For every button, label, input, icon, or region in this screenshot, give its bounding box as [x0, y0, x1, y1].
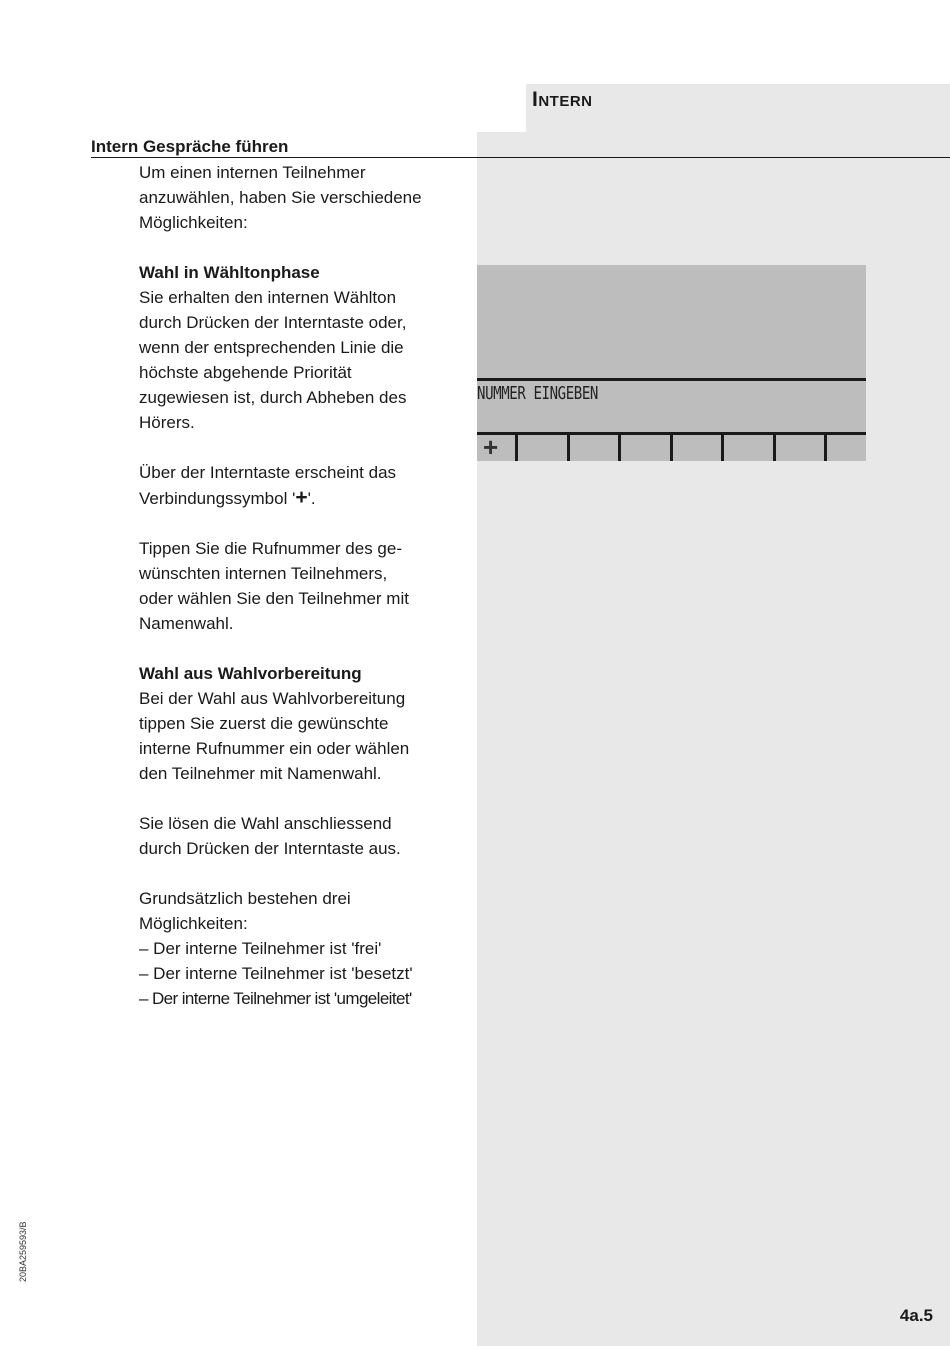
document-code: 20BA259593/B	[18, 1221, 28, 1282]
section-label: Intern	[532, 88, 593, 111]
text-line: Sie erhalten den internen Wählton	[139, 288, 397, 307]
text-line: anzuwählen, haben Sie verschiedene	[139, 188, 422, 207]
text-line: Bei der Wahl aus Wahlvorbereitung	[139, 689, 406, 708]
text-line: Tippen Sie die Rufnummer des ge-	[139, 539, 403, 558]
text-line: tippen Sie zuerst die gewünschte	[139, 714, 389, 733]
text-line: den Teilnehmer mit Namenwahl.	[139, 764, 382, 783]
text-line: Um einen internen Teilnehmer	[139, 163, 366, 182]
text-fragment: Verbindungssymbol '	[139, 489, 296, 508]
softkey-divider	[773, 435, 776, 461]
paragraph	[139, 686, 469, 786]
text-line: oder wählen Sie den Teilnehmer mit	[139, 589, 409, 608]
text-line: höchste abgehende Priorität	[139, 363, 352, 382]
softkey-divider	[824, 435, 827, 461]
softkey-divider	[567, 435, 570, 461]
text-line: Über der Interntaste erscheint das	[139, 463, 397, 482]
list-item: – Der interne Teilnehmer ist 'besetzt'	[139, 964, 413, 983]
softkey-divider	[515, 435, 518, 461]
page-title: Intern Gespräche führen	[91, 137, 289, 156]
paragraph	[139, 285, 469, 435]
text-line	[139, 485, 469, 511]
text-line: zugewiesen ist, durch Abheben des	[139, 388, 407, 407]
display-divider	[477, 378, 866, 381]
body-text	[139, 160, 469, 1011]
list-item: – Der interne Teilnehmer ist 'frei'	[139, 939, 382, 958]
text-line: interne Rufnummer ein oder wählen	[139, 739, 410, 758]
text-line: wenn der entsprechenden Linie die	[139, 338, 404, 357]
text-line: Namenwahl.	[139, 614, 234, 633]
softkey-row	[477, 432, 866, 462]
connection-symbol-icon: +	[295, 486, 308, 509]
paragraph	[139, 536, 469, 636]
paragraph	[139, 811, 469, 861]
text-line: durch Drücken der Interntaste aus.	[139, 839, 401, 858]
text-line: Hörers.	[139, 413, 195, 432]
softkey-divider	[618, 435, 621, 461]
text-line: Möglichkeiten:	[139, 914, 248, 933]
paragraph	[139, 460, 469, 511]
text-line: Möglichkeiten:	[139, 213, 248, 232]
subheading-wahltonphase: Wahl in Wähltonphase	[139, 263, 320, 282]
phone-display	[477, 265, 866, 461]
text-line: Grundsätzlich bestehen drei	[139, 889, 351, 908]
heading-rule	[91, 157, 950, 158]
intro-paragraph	[139, 160, 469, 235]
text-line: wünschten internen Teilnehmers,	[139, 564, 388, 583]
softkey-divider	[721, 435, 724, 461]
text-line: durch Drücken der Interntaste oder,	[139, 313, 407, 332]
display-prompt: NUMMER EINGEBEN	[477, 383, 598, 404]
text-line: Sie lösen die Wahl anschliessend	[139, 814, 392, 833]
page-number: 4a.5	[899, 1306, 933, 1325]
list-item: – Der interne Teilnehmer ist 'umgeleitet'	[139, 989, 412, 1008]
subheading-wahlvorbereitung: Wahl aus Wahlvorbereitung	[139, 664, 362, 683]
paragraph	[139, 886, 469, 1011]
connection-symbol-icon: +	[483, 432, 499, 462]
text-fragment: '.	[307, 489, 316, 508]
softkey-divider	[670, 435, 673, 461]
